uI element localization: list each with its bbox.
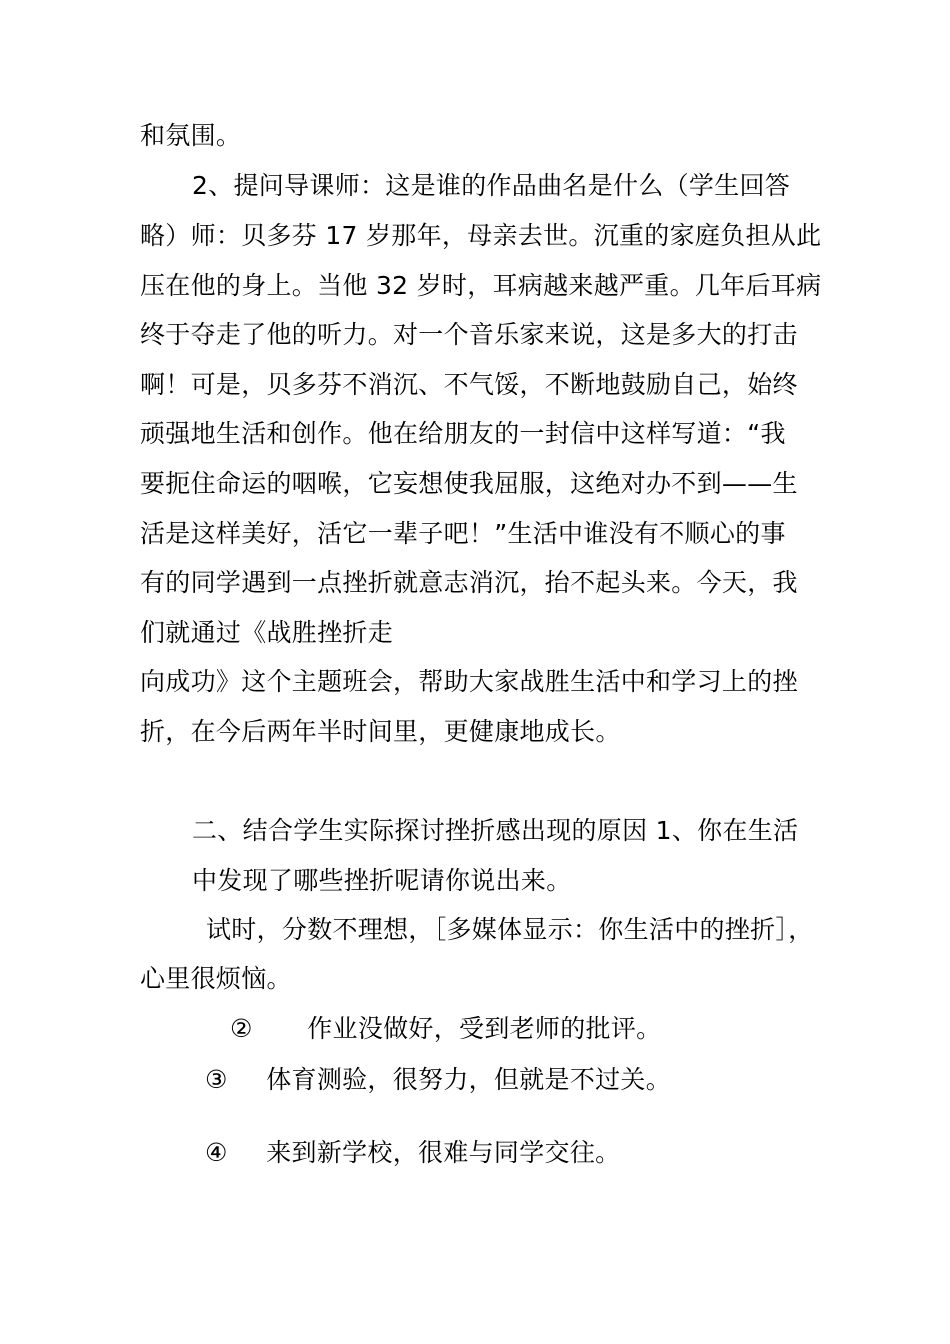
text-line: 终于夺走了他的听力。对一个音乐家来说，这是多大的打击 (140, 320, 798, 349)
text-line: 中发现了哪些挫折呢请你说出来。 (192, 866, 572, 895)
text-line: 向成功》这个主题班会，帮助大家战胜生活中和学习上的挫 (140, 667, 798, 696)
text-line: 压在他的身上。当他 32 岁时，耳病越来越严重。几年后耳病 (140, 271, 822, 300)
text-line: 2、提问导课师：这是谁的作品曲名是什么（学生回答 (192, 171, 791, 200)
text-line: 们就通过《战胜挫折走 (140, 618, 394, 647)
text-line: 有的同学遇到一点挫折就意志消沉，抬不起头来。今天，我 (140, 568, 798, 597)
list-item (230, 1013, 661, 1045)
text-line: 试时，分数不理想，［多媒体显示：你生活中的挫折］， (206, 915, 814, 944)
text-line: 活是这样美好，活它一辈子吧！”生活中谁没有不顺心的事 (140, 519, 786, 548)
list-item-marker: ③ (205, 1065, 228, 1094)
list-item (205, 1137, 620, 1169)
text-line: 顽强地生活和创作。他在给朋友的一封信中这样写道：“我 (140, 419, 786, 448)
text-line: 啊！可是，贝多芬不消沉、不气馁，不断地鼓励自己，始终 (140, 370, 798, 399)
text-line: 略）师：贝多芬 17 岁那年，母亲去世。沉重的家庭负担从此 (140, 221, 822, 250)
list-item (205, 1064, 671, 1096)
text-line: 和氛围。 (140, 121, 242, 150)
list-item-text: 作业没做好，受到老师的批评。 (307, 1014, 662, 1043)
list-item-marker: ④ (205, 1138, 228, 1167)
list-item-text: 体育测验，很努力，但就是不过关。 (266, 1065, 672, 1094)
text-line: 心里很烦恼。 (140, 964, 292, 993)
text-line: 折，在今后两年半时间里，更健康地成长。 (140, 717, 621, 746)
text-line: 要扼住命运的咽喉，它妄想使我屈服，这绝对办不到——生 (140, 469, 798, 498)
section-heading: 二、结合学生实际探讨挫折感出现的原因 1、你在生活 (192, 816, 799, 845)
list-item-marker: ② (230, 1014, 253, 1043)
list-item-text: 来到新学校，很难与同学交往。 (266, 1138, 621, 1167)
